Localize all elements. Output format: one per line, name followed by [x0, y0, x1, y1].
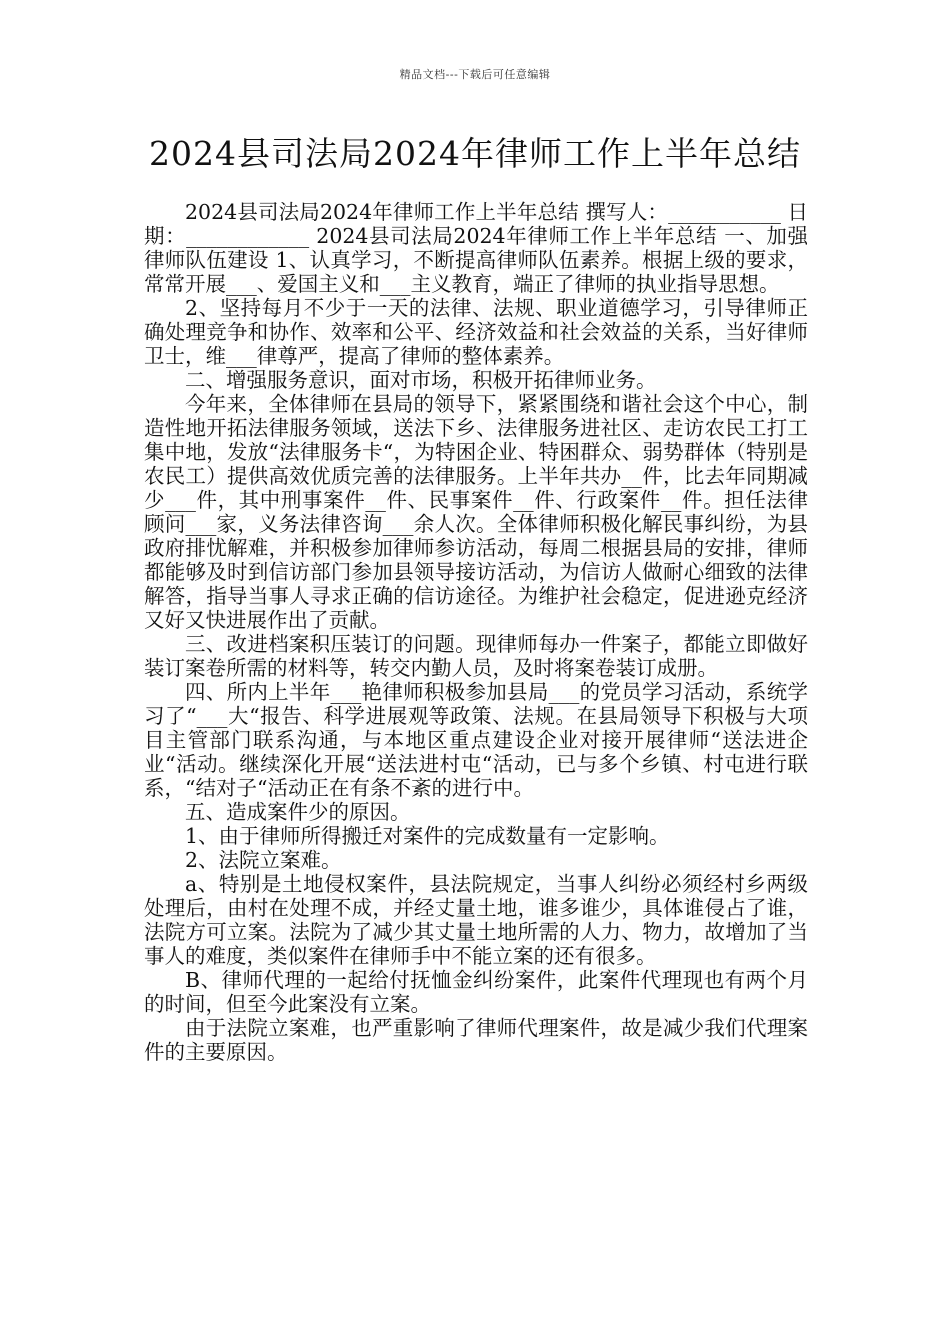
section-heading-reasons: 五、造成案件少的原因。 [185, 800, 411, 824]
paragraph-conclusion: 由于法院立案难，也严重影响了律师代理案件，故是减少我们代理案件的主要原因。 [144, 1016, 808, 1064]
paragraph-reason-1: 1、由于律师所得搬迁对案件的完成数量有一定影响。 [185, 824, 670, 848]
paragraph-archives: 三、改进档案积压装订的问题。现律师每办一件案子，都能立即做好装订案卷所需的材料等，转交内勤人员，及时将案卷装订成册。 [144, 632, 808, 680]
paragraph-study: 2、坚持每月不少于一天的法律、法规、职业道德学习，引导律师正确处理竞争和协作、效率和公平、经济效益和社会效益的关系，当好律师卫士，维___律尊严，提高了律师的整体素养。 [144, 296, 808, 368]
paragraph-reason-2b: B、律师代理的一起给付抚恤金纠纷案件，此案件代理现也有两个月的时间，但至今此案没有立案。 [144, 968, 808, 1016]
paragraph-reason-2a: a、特别是土地侵权案件，县法院规定，当事人纠纷必须经村乡两级处理后，由村在处理不成，并经丈量土地，谁多谁少，具体谁侵占了谁，法院方可立案。法院为了减少其丈量土地所需的人力、物力，故增加了当事人的难度，类似案件在律师手中不能立案的还有很多。 [144, 872, 808, 968]
page-header-note: 精品文档---下载后可任意编辑 [399, 68, 551, 81]
document-body [144, 200, 808, 1064]
document-title: 2024县司法局2024年律师工作上半年总结 [149, 134, 801, 173]
section-heading-service: 二、增强服务意识，面对市场，积极开拓律师业务。 [185, 368, 657, 392]
paragraph-reason-2: 2、法院立案难。 [185, 848, 342, 872]
paragraph-intro: 2024县司法局2024年律师工作上半年总结 撰写人：___________ 日 期：____________ 2024县司法局2024年律师工作上半年总结 一、加强律师队伍建设 1、认真学习，不断提高律师队伍素养。根据上级的要求，常常开展___、爱国主义和___主义教育，端正了律师的执业指导思想。 [144, 200, 808, 296]
paragraph-party-study: 四、所内上半年___艳律师积极参加县局___的党员学习活动，系统学习了“___大“报告、科学进展观等政策、法规。在县局领导下积极与大项目主管部门联系沟通，与本地区重点建设企业对接开展律师“送法进企业“活动。继续深化开展“送法进村屯“活动，已与多个乡镇、村屯进行联系，“结对子“活动正在有条不紊的进行中。 [144, 680, 808, 800]
paragraph-service: 今年来，全体律师在县局的领导下，紧紧围绕和谐社会这个中心，制造性地开拓法律服务领域，送法下乡、法律服务进社区、走访农民工打工集中地，发放“法律服务卡“，为特困企业、特困群众、弱势群体（特别是农民工）提供高效优质完善的法律服务。上半年共办__件，比去年同期减少___件，其中刑事案件__件、民事案件__件、行政案件__件。担任法律顾问___家，义务法律咨询___余人次。全体律师积极化解民事纠纷，为县政府排忧解难，并积极参加律师参访活动，每周二根据县局的安排，律师都能够及时到信访部门参加县领导接访活动，为信访人做耐心细致的法律解答，指导当事人寻求正确的信访途径。为维护社会稳定，促进逊克经济又好又快进展作出了贡献。 [144, 392, 808, 632]
